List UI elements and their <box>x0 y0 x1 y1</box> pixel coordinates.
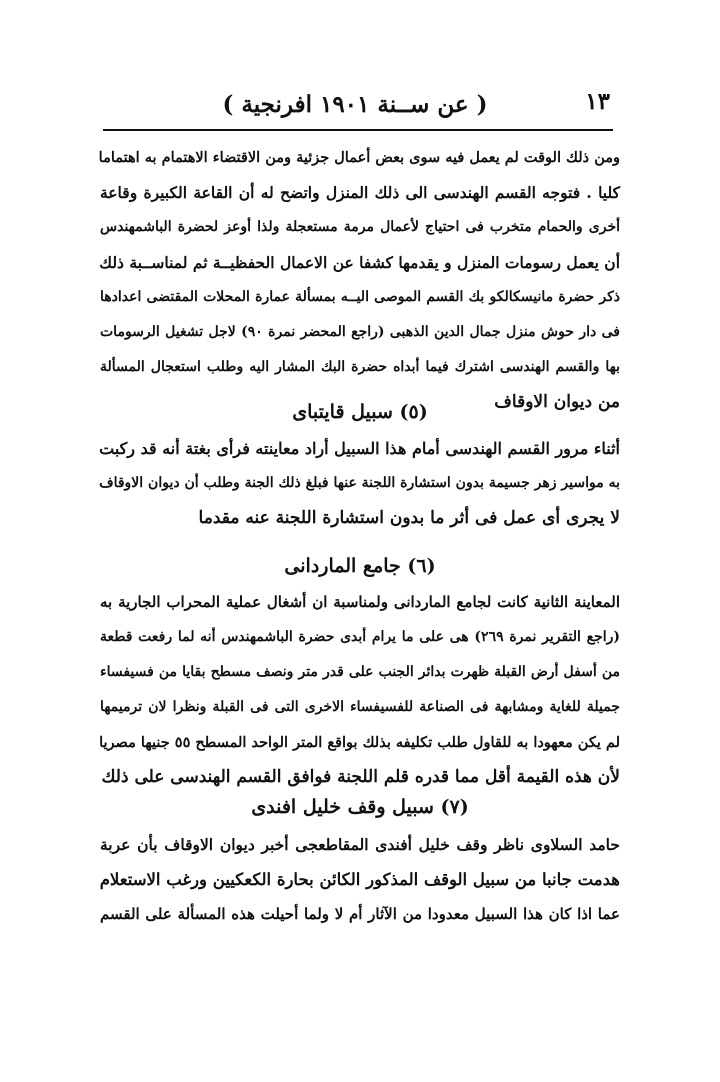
text-line: جميلة للغاية ومشابهة فى الصناعة للفسيفساء الاخرى التى فى القبلة ونظرا لان ترميمها <box>100 699 620 715</box>
paragraph-maridani-mosque <box>100 585 620 795</box>
text-line: (راجع التقرير نمرة ٢٦٩) هى على ما يرام أبدى حضرة الباشمهندس أنه لما رفعت قطعة <box>100 629 621 645</box>
paragraph-sabil-khalil-effendi <box>100 827 620 932</box>
text-line: لأن هذه القيمة أقل مما قدره قلم اللجنة فوافق القسم الهندسى على ذلك <box>101 767 620 787</box>
running-title: ( عن ســنة ١٩٠١ افرنجية ) <box>222 90 488 118</box>
text-line: أن يعمل رسومات المنزل و يقدمها كشفا عن الاعمال الحفظيــة ثم لمناســبة ذلك <box>99 253 620 272</box>
text-line: المعاينة الثانية كانت لجامع الماردانى ولمناسبة ان أشغال عملية المحراب الجارية به <box>100 593 620 611</box>
text-line: فى دار حوش منزل جمال الدين الذهبى (راجع المحضر نمرة ٩٠) لاجل تشغيل الرسومات <box>100 324 620 340</box>
section-heading-maridani-mosque: (٦) جامع الماردانى <box>284 555 436 577</box>
text-line: ومن ذلك الوقت لم يعمل فيه سوى بعض أعمال جزئية ومن الاقتضاء الاهتمام به اهتماما <box>98 149 620 166</box>
text-line: أثناء مرور القسم الهندسى أمام هذا السبيل أراد معاينته فرأى بغتة أنه قد ركبت <box>99 439 620 458</box>
text-line: لا يجرى أى عمل فى أثر ما بدون استشارة اللجنة عنه مقدما <box>198 508 620 528</box>
text-line: من أسفل أرض القبلة ظهرت بدائر الجنب على قدر متر ونصف مسطح بقايا من فسيفساء <box>100 664 620 680</box>
text-line: عما اذا كان هذا السبيل معدودا من الآثار أم لا ولما أحيلت هذه المسألة على القسم <box>100 905 620 923</box>
text-line: هدمت جانبا من سبيل الوقف المذكور الكائن بحارة الكعكيين ورغب الاستعلام <box>99 870 620 889</box>
page-header <box>100 84 610 124</box>
paragraph-continuation <box>100 140 620 420</box>
page-number: ١٣ <box>585 88 610 115</box>
text-line: أخرى والحمام متخرب فى احتياج لأعمال مرمة مستعجلة ولذا أوعز لحضرة الباشمهندس <box>100 219 620 235</box>
text-line: ذكر حضرة مانيسكالكو بك القسم الموصى اليــه بمسألة عمارة المحلات المقتضى اعدادها <box>100 289 620 305</box>
text-line: به مواسير زهر جسيمة بدون استشارة اللجنة عنها فبلغ ذلك الجنة وطلب أن ديوان الاوقاف <box>99 475 620 491</box>
text-line: من ديوان الاوقاف <box>494 392 620 412</box>
paragraph-sabil-qaitbay <box>100 431 620 536</box>
header-rule <box>103 129 613 131</box>
text-line: كليا . فتوجه القسم الهندسى الى ذلك المنزل واتضح له أن القاعة الكبيرة وقاعة <box>100 183 620 202</box>
section-heading-sabil-khalil-effendi: (٧) سبيل وقف خليل افندى <box>251 796 469 818</box>
text-line: حامد السلاوى ناظر وقف خليل أفندى المقاطعجى أخبر ديوان الاوقاف بأن عربة <box>100 835 620 854</box>
section-heading-sabil-qaitbay: (٥) سبيل قايتباى <box>292 401 428 423</box>
text-line: لم يكن معهودا به للقاول طلب تكليفه بذلك بواقع المتر الواحد المسطح ٥٥ جنيها مصريا <box>99 734 620 751</box>
text-line: بها والقسم الهندسى اشترك فيما أبداه حضرة البك المشار اليه وطلب استعجال المسألة <box>100 359 620 375</box>
